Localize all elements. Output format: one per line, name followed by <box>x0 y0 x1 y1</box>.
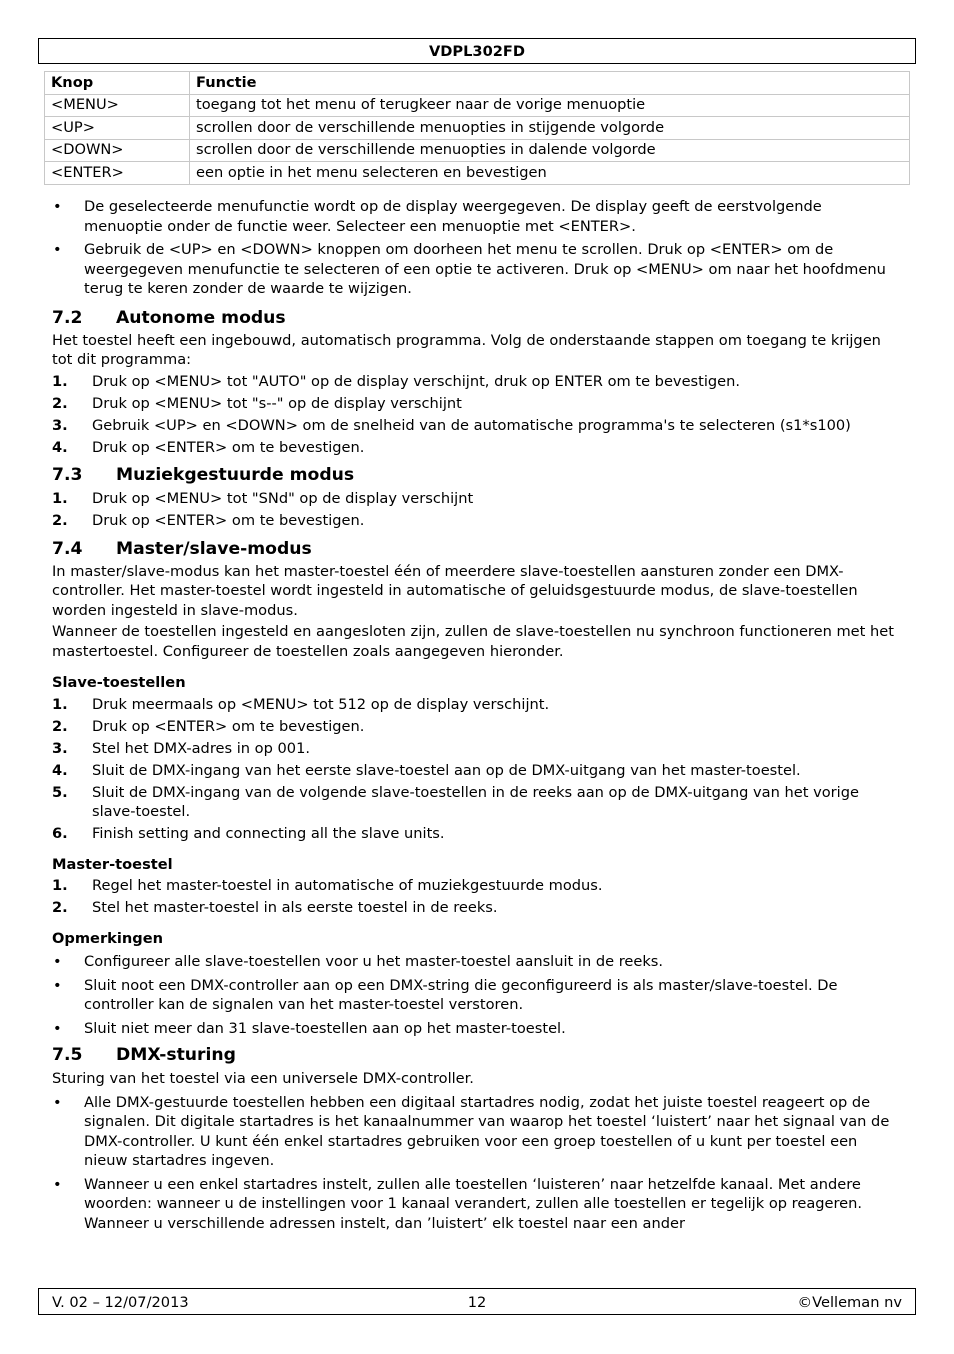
list-item: • Sluit niet meer dan 31 slave-toestellen aan op het master-toestel. <box>52 1019 904 1039</box>
list-item: 2. Druk op <MENU> tot "s--" op de display verschijnt <box>52 394 462 412</box>
table-row <box>45 94 910 117</box>
table-cell-function: toegang tot het menu of terugkeer naar de vorige menuoptie <box>190 94 910 117</box>
list-item: 1. Druk meermaals op <MENU> tot 512 op de display verschijnt. <box>52 695 550 713</box>
list-item: • Sluit noot een DMX-controller aan op een DMX-string die geconfigureerd is als master/slave-toestel. De controller kan de signalen van het master-toestel verstoren. <box>52 976 904 1015</box>
section-heading-7-3: 7.3 Muziekgestuurde modus <box>52 465 355 485</box>
subheading-slave: Slave-toestellen <box>52 674 186 691</box>
list-item: 4. Druk op <ENTER> om te bevestigen. <box>52 438 365 456</box>
notes-bullets <box>52 952 904 1038</box>
paragraph: Het toestel heeft een ingebouwd, automatisch programma. Volg de onderstaande stappen om toegang te krijgen tot dit programma: <box>52 331 881 368</box>
list-item: 5. Sluit de DMX-ingang van de volgende slave-toestellen in de reeks aan op de DMX-uitgang van het vorige slave-toestel. <box>52 783 859 820</box>
table-row <box>45 117 910 140</box>
footer-copyright: ©Velleman nv <box>797 1294 902 1311</box>
slave-steps <box>52 695 904 844</box>
key-function-table <box>44 71 910 185</box>
list-item: 4. Sluit de DMX-ingang van het eerste slave-toestel aan op de DMX-uitgang van het master-toestel. <box>52 761 801 779</box>
table-header-functie: Functie <box>190 72 910 95</box>
master-steps <box>52 876 904 918</box>
section-heading-7-2: 7.2 Autonome modus <box>52 307 286 328</box>
section-heading-7-4: 7.4 Master/slave-modus <box>52 538 312 559</box>
list-item: 3. Gebruik <UP> en <DOWN> om de snelheid van de automatische programma's te selecteren (s1*s100) <box>52 416 851 434</box>
footer-version: V. 02 – 12/07/2013 <box>52 1294 189 1311</box>
list-item: 2. Druk op <ENTER> om te bevestigen. <box>52 717 365 735</box>
table-cell-key: <DOWN> <box>45 139 190 162</box>
intro-bullets <box>52 197 904 299</box>
subheading-master: Master-toestel <box>52 855 173 873</box>
table-cell-function: scrollen door de verschillende menuopties in dalende volgorde <box>190 139 910 162</box>
list-item: 3. Stel het DMX-adres in op 001. <box>52 739 310 757</box>
table-row <box>45 162 910 185</box>
main-content <box>52 197 904 1237</box>
table-cell-function: een optie in het menu selecteren en bevestigen <box>190 162 910 185</box>
list-item: • De geselecteerde menufunctie wordt op de display weergegeven. De display geeft de eerstvolgende menuoptie onder de functie weer. Selecteer een menuoptie met <ENTER>. <box>52 197 904 236</box>
header-model: VDPL302FD <box>38 38 916 64</box>
list-item: 2. Druk op <ENTER> om te bevestigen. <box>52 512 365 529</box>
table-cell-function: scrollen door de verschillende menuopties in stijgende volgorde <box>190 117 910 140</box>
table-row <box>45 139 910 162</box>
list-item: • Alle DMX-gestuurde toestellen hebben een digitaal startadres nodig, zodat het juiste toestel reageert op de signalen. Dit digitale startadres is het kanaalnummer van waarop het toestel ‘luistert’ naar het signaal van de DMX-controller. U kunt één enkel startadres gebruiken voor een groep toestellen of u kunt per toestel een nieuw startadres ingeven. <box>52 1093 904 1171</box>
table-header-row <box>45 72 910 95</box>
subheading-notes: Opmerkingen <box>52 929 163 947</box>
footer-page-number: 12 <box>467 1294 487 1311</box>
table-header-knop: Knop <box>45 72 190 95</box>
list-item: 1. Druk op <MENU> tot "AUTO" op de display verschijnt, druk op ENTER om te bevestigen. <box>52 372 741 390</box>
list-item: • Configureer alle slave-toestellen voor u het master-toestel aansluit in de reeks. <box>52 952 904 972</box>
list-item: 6. Finish setting and connecting all the slave units. <box>52 825 445 842</box>
paragraph: In master/slave-modus kan het master-toestel één of meerdere slave-toestellen aansturen zonder een DMX-controller. Het master-toestel wordt ingesteld in automatische of geluidsgestuurde modus, de slave-toestellen worden ingesteld in slave-modus. <box>52 562 858 619</box>
section-heading-7-5: 7.5 DMX-sturing <box>52 1045 236 1065</box>
dmx-bullets <box>52 1093 904 1234</box>
table-cell-key: <UP> <box>45 117 190 140</box>
muziek-steps <box>52 489 904 531</box>
list-item: 1. Regel het master-toestel in automatische of muziekgestuurde modus. <box>52 877 603 894</box>
list-item: • Wanneer u een enkel startadres instelt, zullen alle toestellen ‘luisteren’ naar hetzelfde kanaal. Met andere woorden: wanneer u de instellingen voor 1 kanaal verandert, zullen alle toestellen er tegelijk op reageren. Wanneer u verschillende adressen instelt, dan ’luistert’ elk toestel naar een ander <box>52 1175 904 1234</box>
list-item: 2. Stel het master-toestel in als eerste toestel in de reeks. <box>52 899 498 916</box>
page <box>38 38 916 1232</box>
list-item: 1. Druk op <MENU> tot "SNd" op de display verschijnt <box>52 490 474 507</box>
table-cell-key: <MENU> <box>45 94 190 117</box>
autonome-steps <box>52 372 904 458</box>
paragraph: Wanneer de toestellen ingesteld en aangesloten zijn, zullen de slave-toestellen nu synchroon functioneren met het mastertoestel. Configureer de toestellen zoals aangegeven hieronder. <box>52 623 894 660</box>
paragraph: Sturing van het toestel via een universele DMX-controller. <box>52 1070 474 1087</box>
footer <box>38 1288 916 1315</box>
table-cell-key: <ENTER> <box>45 162 190 185</box>
list-item: • Gebruik de <UP> en <DOWN> knoppen om doorheen het menu te scrollen. Druk op <ENTER> om de weergegeven menufunctie te selecteren of een optie te activeren. Druk op <MENU> om naar het hoofdmenu terug te keren zonder de waarde te wijzigen. <box>52 240 904 299</box>
